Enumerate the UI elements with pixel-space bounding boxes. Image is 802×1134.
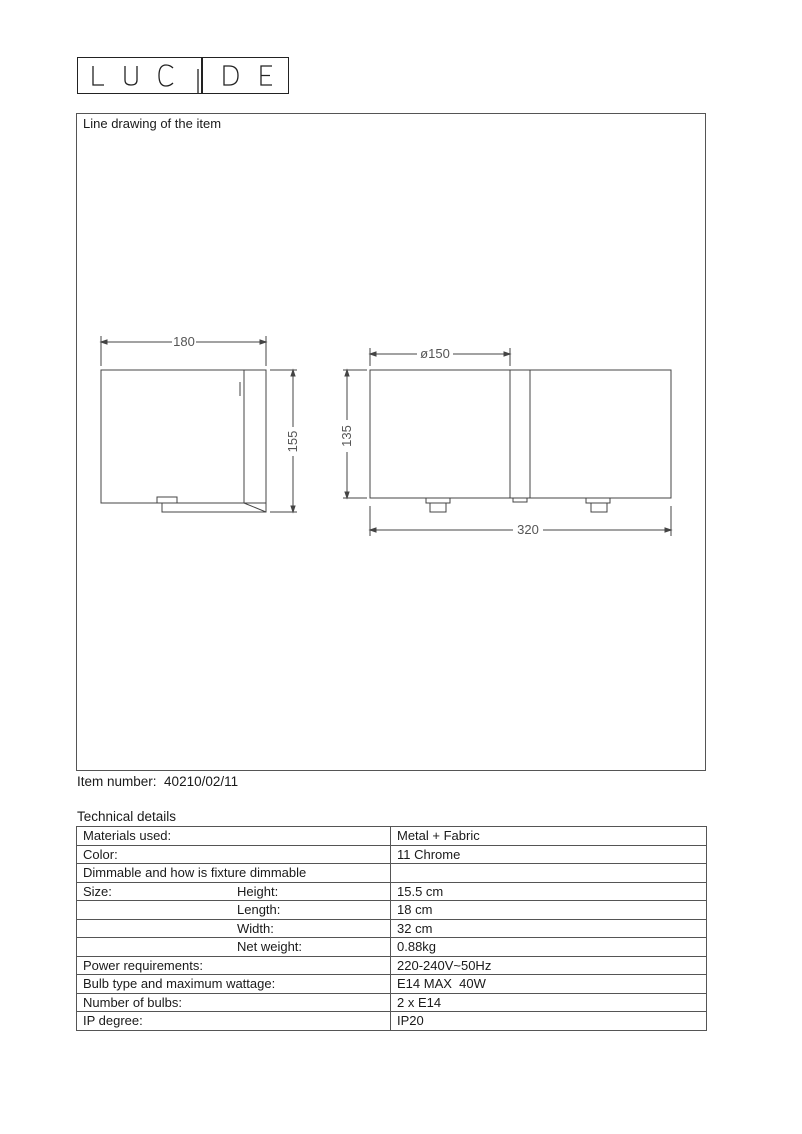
table-row <box>77 993 707 1012</box>
side-view-shade <box>101 370 266 503</box>
table-row <box>77 1012 707 1031</box>
table-row <box>77 864 707 883</box>
dim-length-front: 320 <box>517 522 539 537</box>
item-number-label: Item number: <box>77 774 157 789</box>
table-row <box>77 975 707 994</box>
spec-value: 32 cm <box>391 919 707 938</box>
technical-details-title: Technical details <box>77 809 177 824</box>
technical-line-drawing <box>77 114 707 772</box>
table-row <box>77 919 707 938</box>
table-row <box>77 938 707 957</box>
dim-height-front: 135 <box>339 425 354 447</box>
spec-value: IP20 <box>391 1012 707 1031</box>
table-row <box>77 827 707 846</box>
spec-value: 18 cm <box>391 901 707 920</box>
lucide-logo <box>77 57 289 94</box>
item-number <box>77 774 238 789</box>
spec-label: Materials used: <box>83 828 172 844</box>
spec-value: 0.88kg <box>391 938 707 957</box>
item-number-value: 40210/02/11 <box>164 774 239 789</box>
front-view-center-bracket <box>510 370 530 498</box>
spec-sublabel: Net weight: <box>237 939 303 954</box>
spec-sublabel: Length: <box>237 902 281 917</box>
dim-width-side: 180 <box>173 334 195 349</box>
front-view-right-shade <box>530 370 671 498</box>
spec-label: Number of bulbs: <box>83 994 182 1010</box>
spec-sublabel: Height: <box>237 883 279 899</box>
spec-value: 11 Chrome <box>391 845 707 864</box>
technical-details-table <box>76 826 707 1031</box>
spec-label: Bulb type and maximum wattage: <box>83 976 276 992</box>
spec-value: 220-240V~50Hz <box>391 956 707 975</box>
spec-value: 15.5 cm <box>391 882 707 901</box>
spec-value <box>391 864 707 883</box>
spec-label: Dimmable and how is fixture dimmable <box>83 865 307 881</box>
spec-label: Power requirements: <box>83 957 203 973</box>
spec-value: 2 x E14 <box>391 993 707 1012</box>
drawing-label: Line drawing of the item <box>83 116 222 131</box>
spec-label: IP degree: <box>83 1013 143 1029</box>
side-view-base <box>162 503 266 512</box>
front-view-left-shade <box>370 370 510 498</box>
table-row <box>77 845 707 864</box>
table-row <box>77 956 707 975</box>
dim-height-side: 155 <box>285 430 300 453</box>
spec-label: Color: <box>83 846 118 862</box>
line-drawing-panel <box>76 113 706 771</box>
spec-sublabel: Width: <box>237 920 274 936</box>
spec-label: Size: <box>83 883 112 899</box>
table-row <box>77 901 707 920</box>
spec-value: Metal + Fabric <box>391 827 707 846</box>
table-row <box>77 882 707 901</box>
spec-value: E14 MAX 40W <box>391 975 707 994</box>
dim-diameter: ø150 <box>420 346 450 361</box>
